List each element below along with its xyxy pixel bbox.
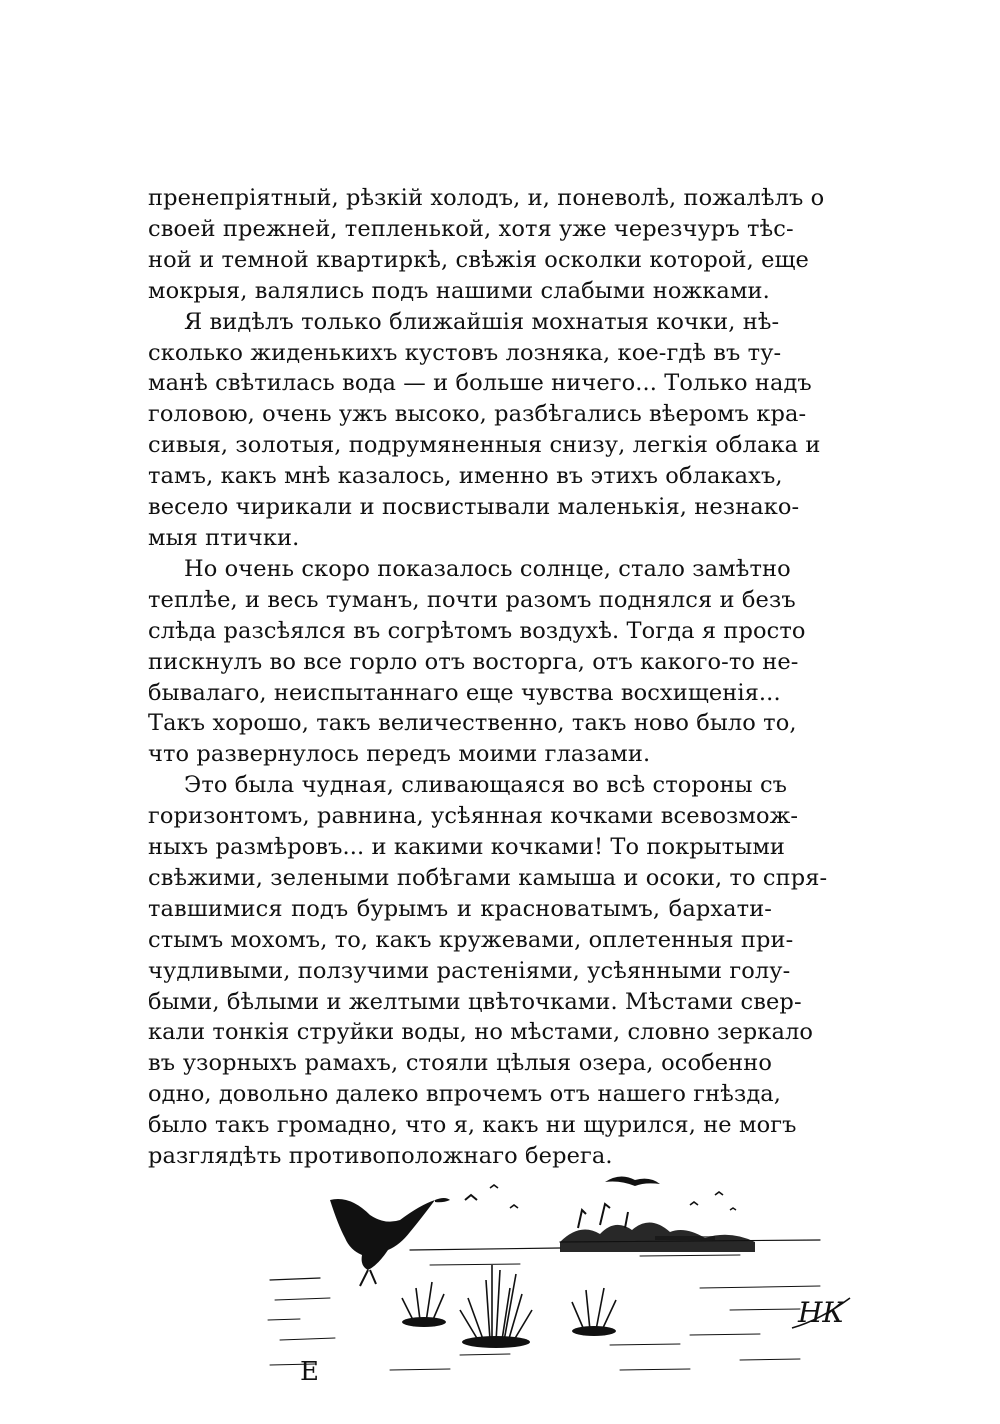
text-line: тавшимися подъ бурымъ и красноватымъ, бархати- xyxy=(148,895,772,922)
text-line: быми, бѣлыми и желтыми цвѣточками. Мѣстами свер- xyxy=(148,988,802,1015)
text-line: чудливыми, ползучими растеніями, усѣянными голу- xyxy=(148,957,791,984)
text-line: своей прежней, тепленькой, хотя уже черезчуръ тѣс- xyxy=(148,215,794,242)
text-line: слѣда разсѣялся въ согрѣтомъ воздухѣ. Тогда я просто xyxy=(148,617,806,644)
text-line: стымъ мохомъ, то, какъ кружевами, оплетенныя при- xyxy=(148,926,794,953)
text-line: что развернулось передъ моими глазами. xyxy=(148,741,651,768)
marsh-vignette-icon xyxy=(260,1170,860,1395)
text-line: пренепріятный, рѣзкій холодъ, и, поневолѣ, пожалѣлъ о xyxy=(148,185,825,211)
text-line: свѣжими, зелеными побѣгами камыша и осоки, то спря- xyxy=(148,864,828,891)
text-line: Я видѣлъ только ближайшія мохнатыя кочки, нѣ- xyxy=(184,308,780,335)
text-line: было такъ громадно, что я, какъ ни щурился, не могъ xyxy=(148,1112,797,1139)
monogram-left: Е xyxy=(300,1357,319,1387)
text-line: головою, очень ужъ высоко, разбѣгались вѣеромъ кра- xyxy=(148,401,807,428)
text-line: тамъ, какъ мнѣ казалось, именно въ этихъ облакахъ, xyxy=(148,463,783,490)
text-line: мыя птички. xyxy=(148,524,300,551)
text-line: въ узорныхъ рамахъ, стояли цѣлыя озера, особенно xyxy=(148,1050,772,1077)
body-text xyxy=(148,183,828,1172)
duck-icon xyxy=(330,1198,450,1286)
text-line: бывалаго, неиспытаннаго еще чувства восхищенія... xyxy=(148,679,781,706)
paragraph-1 xyxy=(148,183,825,307)
text-line: мокрыя, валялись подъ нашими слабыми ножками. xyxy=(148,277,770,304)
text-line: Такъ хорошо, такъ величественно, такъ ново было то, xyxy=(148,710,797,737)
flying-bird-icon xyxy=(465,1176,736,1210)
text-line: горизонтомъ, равнина, усѣянная кочками всевозмож- xyxy=(148,803,799,830)
text-line: одно, довольно далеко впрочемъ отъ нашего гнѣзда, xyxy=(148,1081,782,1108)
paragraph-4 xyxy=(148,770,828,1172)
treeline xyxy=(560,1222,755,1252)
text-line: весело чирикали и посвистывали маленькія, незнако- xyxy=(148,494,800,521)
text-line: теплѣе, и весь туманъ, почти разомъ поднялся и безъ xyxy=(148,586,796,613)
text-line: Но очень скоро показалось солнце, стало замѣтно xyxy=(184,555,791,582)
text-line: ной и темной квартиркѣ, свѣжія осколки которой, еще xyxy=(148,246,809,273)
text-line: пискнулъ во все горло отъ восторга, отъ какого-то не- xyxy=(148,648,799,675)
text-line: разглядѣть противоположнаго берега. xyxy=(148,1143,613,1170)
paragraph-2 xyxy=(148,307,821,554)
text-line: кали тонкія струйки воды, но мѣстами, словно зеркало xyxy=(148,1019,814,1046)
text-line: ныхъ размѣровъ... и какими кочками! То покрытыми xyxy=(148,834,786,861)
text-line: сивыя, золотыя, подрумяненныя снизу, легкія облака и xyxy=(148,432,821,459)
paragraph-3 xyxy=(148,554,806,770)
artist-signature: НК xyxy=(798,1296,845,1329)
text-line: манѣ свѣтилась вода — и больше ничего... Только надъ xyxy=(148,370,812,397)
text-line: Это была чудная, сливающаяся во всѣ стороны съ xyxy=(184,772,788,799)
text-line: сколько жиденькихъ кустовъ лозняка, кое-гдѣ въ ту- xyxy=(148,339,782,366)
